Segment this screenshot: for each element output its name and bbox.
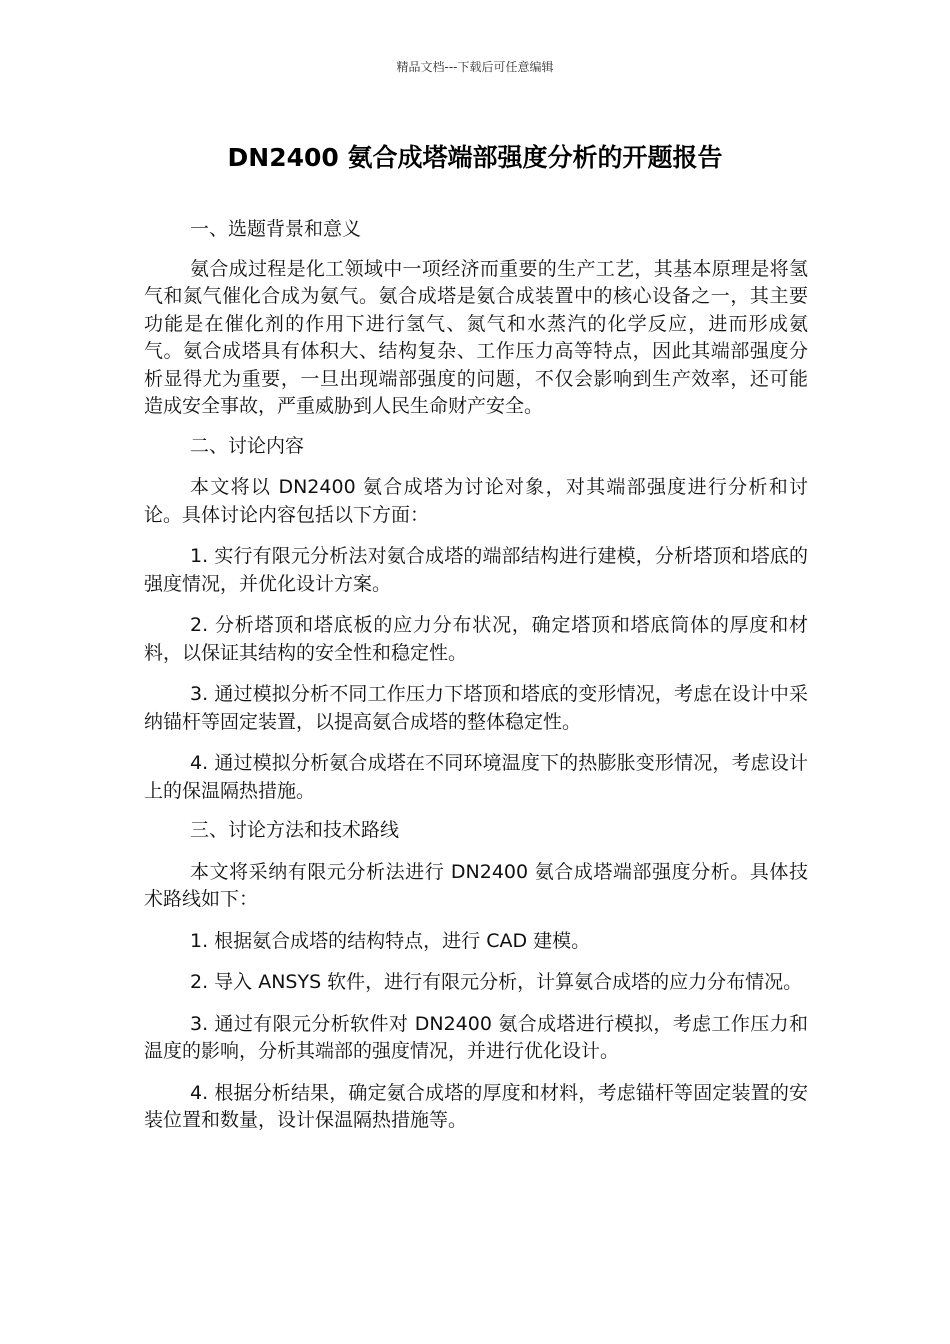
content-item: 4. 通过模拟分析氨合成塔在不同环境温度下的热膨胀变形情况，考虑设计上的保温隔热措施。: [144, 752, 808, 802]
method-item: 1. 根据氨合成塔的结构特点，进行 CAD 建模。: [190, 929, 591, 952]
document-body: [144, 216, 808, 1135]
background-paragraph: 氨合成过程是化工领域中一项经济而重要的生产工艺，其基本原理是将氢气和氮气催化合成为氨气。氨合成塔是氨合成装置中的核心设备之一，其主要功能是在催化剂的作用下进行氢气、氮气和水蒸汽的化学反应，进而形成氨气。氨合成塔具有体积大、结构复杂、工作压力高等特点，因此其端部强度分析显得尤为重要，一旦出现端部强度的问题，不仅会影响到生产效率，还可能造成安全事故，严重威胁到人民生命财产安全。: [144, 257, 808, 417]
content-item: 2. 分析塔顶和塔底板的应力分布状况，确定塔顶和塔底筒体的厚度和材料，以保证其结构的安全性和稳定性。: [144, 614, 808, 664]
content-item: 3. 通过模拟分析不同工作压力下塔顶和塔底的变形情况，考虑在设计中采纳锚杆等固定装置，以提高氨合成塔的整体稳定性。: [144, 683, 808, 733]
content-intro-paragraph: 本文将以 DN2400 氨合成塔为讨论对象，对其端部强度进行分析和讨论。具体讨论内容包括以下方面：: [144, 476, 808, 526]
section-heading-content: 二、讨论内容: [190, 434, 305, 457]
method-item: 3. 通过有限元分析软件对 DN2400 氨合成塔进行模拟，考虑工作压力和温度的影响，分析其端部的强度情况，并进行优化设计。: [144, 1012, 808, 1062]
document-title: DN2400 氨合成塔端部强度分析的开题报告: [227, 143, 723, 172]
content-item: 1. 实行有限元分析法对氨合成塔的端部结构进行建模，分析塔顶和塔底的强度情况，并优化设计方案。: [144, 545, 808, 595]
section-heading-background: 一、选题背景和意义: [190, 218, 362, 240]
header-note: 精品文档---下载后可任意编辑: [396, 60, 554, 74]
method-intro-paragraph: 本文将采纳有限元分析法进行 DN2400 氨合成塔端部强度分析。具体技术路线如下：: [144, 860, 808, 910]
method-item: 2. 导入 ANSYS 软件，进行有限元分析，计算氨合成塔的应力分布情况。: [190, 971, 803, 993]
section-heading-method: 三、讨论方法和技术路线: [190, 819, 400, 841]
method-item: 4. 根据分析结果，确定氨合成塔的厚度和材料，考虑锚杆等固定装置的安装位置和数量，设计保温隔热措施等。: [144, 1081, 808, 1131]
